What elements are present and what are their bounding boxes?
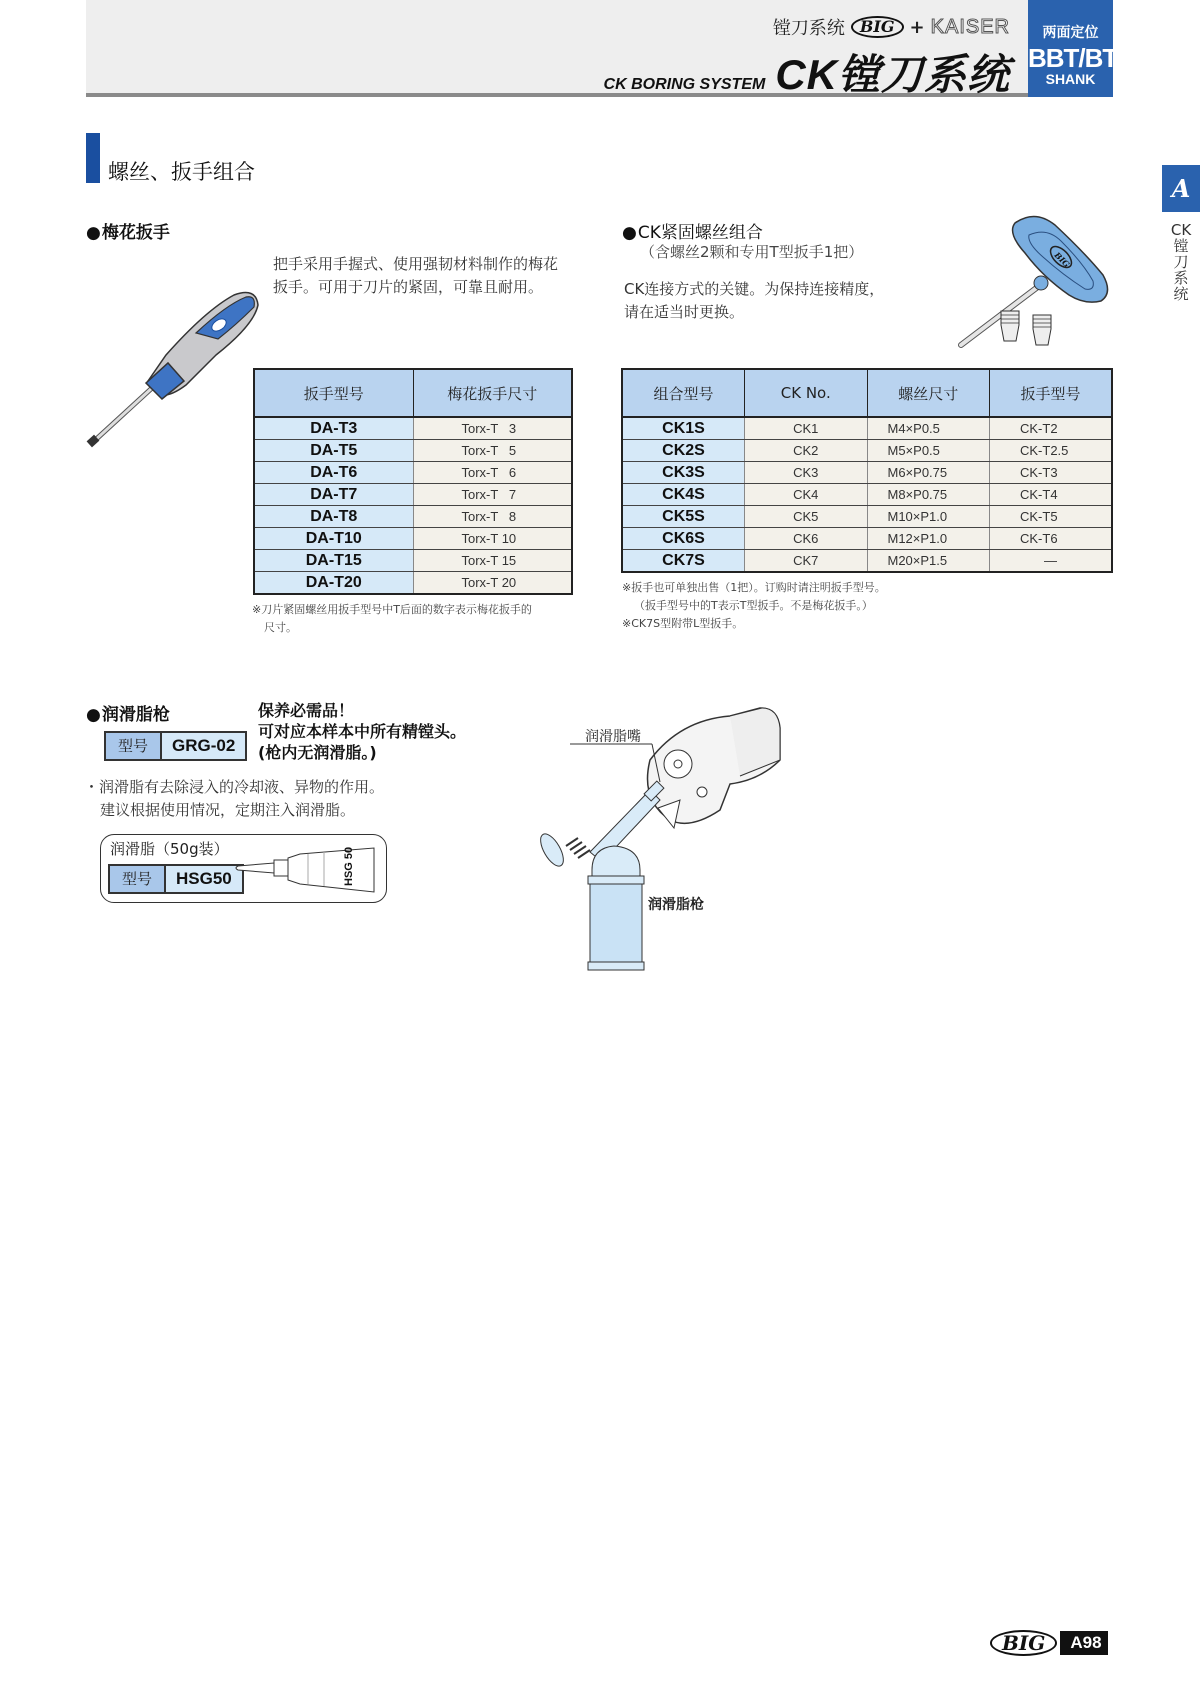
- screw-size: M20×P1.5: [867, 550, 990, 573]
- note-line: 尺寸。: [264, 621, 297, 634]
- set-model: CK2S: [622, 440, 745, 462]
- wrench-model: DA-T6: [254, 462, 413, 484]
- wrench-model: DA-T20: [254, 572, 413, 595]
- ck-no: CK6: [745, 528, 868, 550]
- torx-size: Torx-T 20: [413, 572, 572, 595]
- torx-size: Torx-T 6: [413, 462, 572, 484]
- screw-size: M12×P1.0: [867, 528, 990, 550]
- ck-screw-set-notes: [622, 579, 886, 633]
- wrench-model: —: [990, 550, 1113, 573]
- model-value: HSG50: [166, 866, 242, 892]
- table-header-row: [622, 369, 1112, 417]
- torx-size: Torx-T 15: [413, 550, 572, 572]
- ck-no: CK3: [745, 462, 868, 484]
- table-row: [622, 528, 1112, 550]
- column-header: 组合型号: [622, 369, 745, 417]
- table-row: [254, 572, 572, 595]
- grease-gun-illustration: [530, 700, 800, 980]
- description-line: CK连接方式的关键。为保持连接精度，: [624, 280, 885, 298]
- tagline-line: 保养必需品！: [258, 701, 355, 720]
- wrench-model: CK-T5: [990, 506, 1113, 528]
- table-row: [254, 506, 572, 528]
- table-row: [622, 440, 1112, 462]
- ck-no: CK7: [745, 550, 868, 573]
- table-row: [254, 417, 572, 440]
- torx-size: Torx-T 8: [413, 506, 572, 528]
- screw-size: M4×P0.5: [867, 417, 990, 440]
- page-footer: [990, 1630, 1108, 1656]
- screw-size: M6×P0.75: [867, 462, 990, 484]
- ck-no: CK2: [745, 440, 868, 462]
- kaiser-logo: KAISER: [930, 15, 1010, 38]
- wrench-model: DA-T3: [254, 417, 413, 440]
- ck-screw-set-description: [624, 278, 884, 324]
- ck-no: CK1: [745, 417, 868, 440]
- chapter-tab[interactable]: A: [1162, 165, 1200, 212]
- shank-badge-line3: SHANK: [1045, 71, 1096, 87]
- wrench-model: CK-T2: [990, 417, 1113, 440]
- torx-wrench-table: [253, 368, 573, 595]
- footer-big-logo: BIG: [990, 1630, 1057, 1656]
- note-line: ※扳手也可单独出售（1把）。订购时请注明扳手型号。: [622, 581, 886, 594]
- shank-badge-line2: BBT/BT: [1028, 43, 1118, 73]
- description-line: 扳手。可用于刀片的紧固，可靠且耐用。: [273, 278, 544, 296]
- model-value: GRG-02: [162, 733, 245, 759]
- wrench-model: CK-T3: [990, 462, 1113, 484]
- set-model: CK1S: [622, 417, 745, 440]
- table-row: [622, 484, 1112, 506]
- nozzle-label: 润滑脂嘴: [585, 729, 641, 745]
- torx-size: Torx-T 7: [413, 484, 572, 506]
- wrench-model: CK-T4: [990, 484, 1113, 506]
- column-header: 扳手型号: [990, 369, 1113, 417]
- wrench-model: CK-T6: [990, 528, 1113, 550]
- table-row: [622, 417, 1112, 440]
- torx-size: Torx-T 10: [413, 528, 572, 550]
- table-row: [254, 550, 572, 572]
- set-model: CK5S: [622, 506, 745, 528]
- model-label: 型号: [110, 866, 166, 892]
- column-header: 扳手型号: [254, 369, 413, 417]
- table-row: [254, 462, 572, 484]
- grease-gun-model-box: [104, 731, 247, 761]
- plus-sign: +: [909, 16, 925, 38]
- header-brand-line: [773, 14, 1010, 40]
- model-label: 型号: [106, 733, 162, 759]
- grease-product-title: 润滑脂（50g装）: [110, 840, 229, 858]
- note-line: （扳手型号中的T表示T型扳手。不是梅花扳手。）: [634, 599, 873, 612]
- page-title: [604, 42, 1010, 102]
- table-header-row: [254, 369, 572, 417]
- grease-gun-description: [84, 776, 384, 822]
- table-row: [254, 484, 572, 506]
- set-model: CK3S: [622, 462, 745, 484]
- set-model: CK6S: [622, 528, 745, 550]
- torx-size: Torx-T 5: [413, 440, 572, 462]
- torx-wrench-heading: ● 梅花扳手: [86, 218, 170, 243]
- torx-wrench-description: [273, 253, 558, 299]
- ck-screw-set-table: [621, 368, 1113, 573]
- header-subtitle: 镗刀系统: [772, 18, 845, 39]
- grease-model-box: [108, 864, 244, 894]
- column-header: CK No.: [745, 369, 868, 417]
- ck-screw-set-subheading: （含螺丝2颗和专用T型扳手1把）: [640, 243, 864, 261]
- grease-gun-tagline: [258, 700, 466, 763]
- note-line: ※刀片紧固螺丝用扳手型号中T后面的数字表示梅花扳手的: [252, 603, 532, 616]
- tube-label: HSG 50: [343, 846, 355, 886]
- ck-no: CK5: [745, 506, 868, 528]
- description-line: 建议根据使用情况，定期注入润滑脂。: [100, 801, 356, 819]
- wrench-model: DA-T10: [254, 528, 413, 550]
- ck-screw-set-heading: ● CK紧固螺丝组合: [622, 218, 763, 243]
- torx-screwdriver-illustration: [86, 285, 266, 450]
- description-line: 把手采用手握式、使用强韧材料制作的梅花: [273, 255, 559, 273]
- table-row: [622, 550, 1112, 573]
- wrench-model: DA-T5: [254, 440, 413, 462]
- shank-badge-line1: 两面定位: [1042, 25, 1099, 41]
- ck-no: CK4: [745, 484, 868, 506]
- screw-size: M10×P1.0: [867, 506, 990, 528]
- t-wrench-illustration: [955, 205, 1115, 353]
- set-model: CK4S: [622, 484, 745, 506]
- tagline-line: (枪内无润滑脂。): [258, 743, 377, 762]
- table-row: [254, 440, 572, 462]
- title-cn: CK镗刀系统: [775, 51, 1010, 98]
- table-row: [622, 462, 1112, 484]
- grease-tube-illustration: [234, 840, 382, 896]
- wrench-model: DA-T8: [254, 506, 413, 528]
- screw-size: M8×P0.75: [867, 484, 990, 506]
- set-model: CK7S: [622, 550, 745, 573]
- title-en: CK BORING SYSTEM: [603, 76, 766, 93]
- table-row: [254, 528, 572, 550]
- table-row: [622, 506, 1112, 528]
- note-line: ※CK7S型附带L型扳手。: [622, 617, 744, 630]
- wrench-model: DA-T15: [254, 550, 413, 572]
- tagline-line: 可对应本样本中所有精镗头。: [258, 722, 467, 741]
- section-title: 螺丝、扳手组合: [108, 160, 255, 184]
- grease-gun-heading: ● 润滑脂枪: [86, 700, 170, 725]
- column-header: 螺丝尺寸: [867, 369, 990, 417]
- chapter-tab-label: CK镗刀系统: [1170, 221, 1192, 303]
- column-header: 梅花扳手尺寸: [413, 369, 572, 417]
- description-line: 请在适当时更换。: [624, 303, 745, 321]
- screw-size: M5×P0.5: [867, 440, 990, 462]
- wrench-model: DA-T7: [254, 484, 413, 506]
- section-marker: [86, 133, 100, 183]
- shank-badge: [1028, 0, 1118, 97]
- torx-size: Torx-T 3: [413, 417, 572, 440]
- page-number: A98: [1060, 1631, 1107, 1655]
- description-line: ・润滑脂有去除浸入的冷却液、异物的作用。: [84, 778, 385, 796]
- wrench-model: CK-T2.5: [990, 440, 1113, 462]
- torx-wrench-notes: [252, 601, 532, 637]
- svg-text:BIG: BIG: [1052, 249, 1072, 270]
- gun-label: 润滑脂枪: [648, 897, 704, 913]
- big-logo: BIG: [851, 16, 904, 38]
